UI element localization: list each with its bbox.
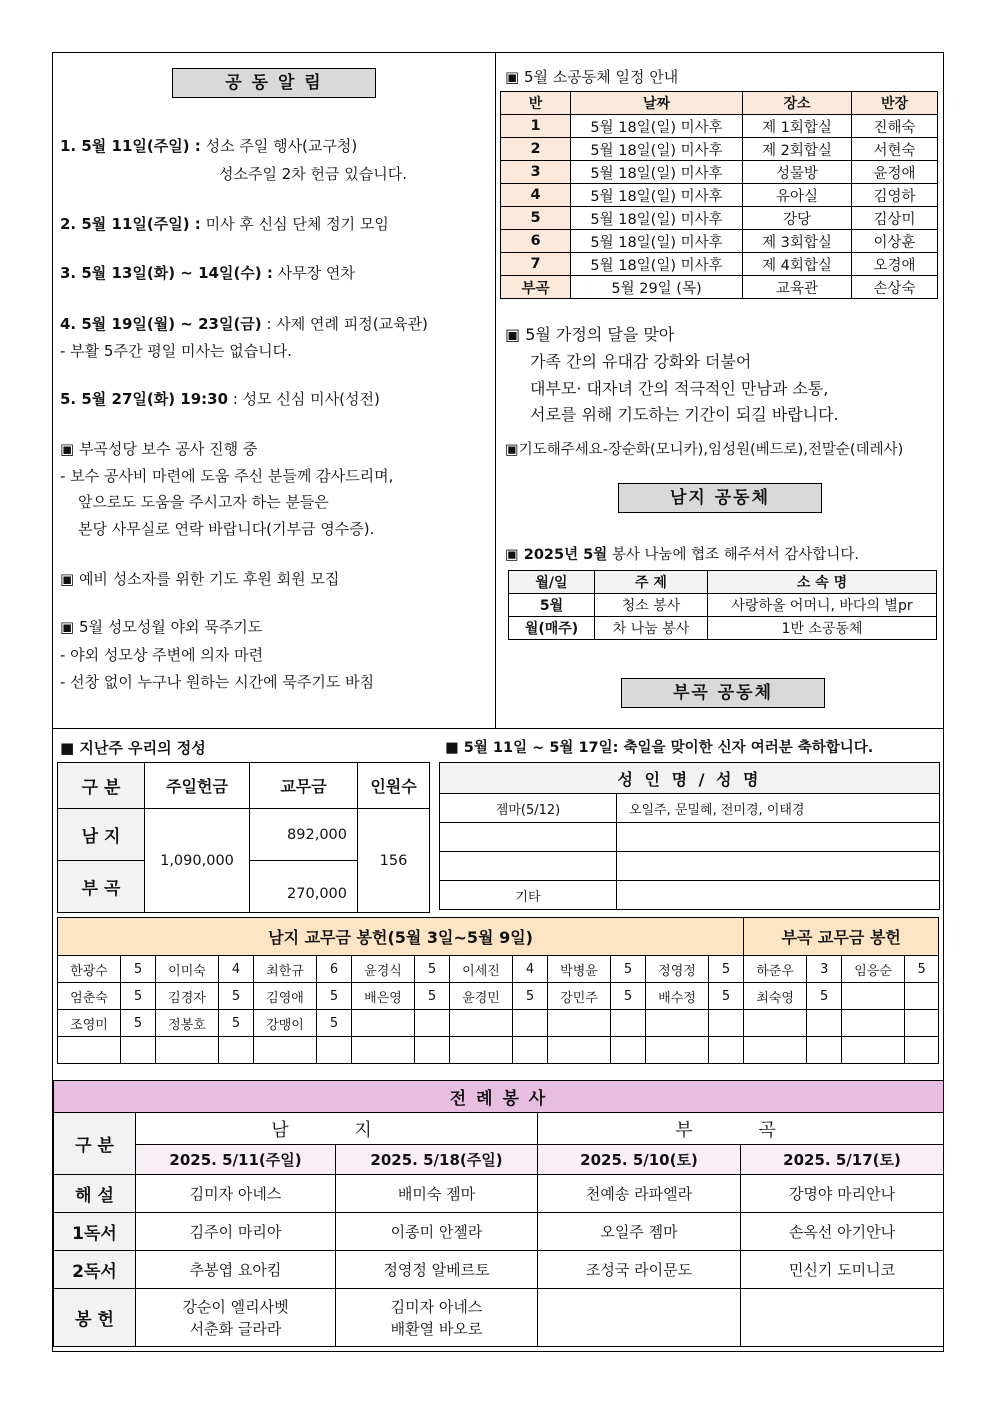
donor-name: 김영애 (254, 983, 317, 1010)
donor-name (58, 1037, 121, 1064)
donor-name: 한광수 (58, 956, 121, 983)
table-row: 5 5월 18일(일) 미사후 강당 김상미 (501, 207, 938, 230)
liturgy-table (53, 1080, 944, 1347)
col-header: 교무금 (250, 763, 358, 809)
donation-row (58, 956, 939, 983)
dues-value: 892,000 (250, 809, 358, 861)
table-row: 4 5월 18일(일) 미사후 유아실 김영하 (501, 184, 938, 207)
date-header: 2025. 5/11(주일) (136, 1145, 336, 1175)
donor-amount: 5 (219, 983, 254, 1010)
donor-amount (121, 1037, 156, 1064)
liturgy-banner: 전 례 봉 사 (54, 1081, 944, 1113)
table-row: 5월 청소 봉사 사랑하올 어머니, 바다의 별pr (509, 594, 937, 617)
donor-amount: 5 (121, 1010, 156, 1037)
donor-name: 임응순 (842, 956, 905, 983)
donor-amount (807, 1010, 842, 1037)
notice-4-cont: - 부활 5주간 평일 미사는 없습니다. (60, 342, 292, 360)
table-row (440, 852, 940, 881)
col-header: 장소 (743, 92, 852, 115)
donation-row (58, 983, 939, 1010)
donor-name: 박병윤 (548, 956, 611, 983)
table-row: 3 5월 18일(일) 미사후 성물방 윤정애 (501, 161, 938, 184)
donor-name: 이세진 (450, 956, 513, 983)
donation-row (58, 1010, 939, 1037)
rosary-line: - 선창 없이 누구나 원하는 시간에 묵주기도 바침 (60, 673, 375, 691)
donor-amount: 5 (317, 983, 352, 1010)
donor-amount: 5 (317, 1010, 352, 1037)
donor-name (646, 1010, 709, 1037)
donor-name: 윤경식 (352, 956, 415, 983)
donor-amount: 3 (807, 956, 842, 983)
col-header: 월/일 (509, 571, 595, 594)
namji-title: 남지 공동체 (618, 483, 822, 513)
rosary-title: ▣ 5월 성모성월 야외 묵주기도 (60, 618, 263, 636)
donor-name: 김경자 (156, 983, 219, 1010)
schedule-title: ▣ 5월 소공동체 일정 안내 (505, 68, 679, 86)
col-header: 반 (501, 92, 571, 115)
donor-name: 배수정 (646, 983, 709, 1010)
donor-name (842, 1010, 905, 1037)
donor-amount (317, 1037, 352, 1064)
table-row: 젬마(5/12) 오일주, 문밀혜, 전미경, 이태경 (440, 794, 940, 823)
table-row: 봉 헌 강순이 엘리사벳 서춘화 글라라 김미자 아네스 배환열 바오로 (54, 1289, 944, 1347)
service-table (508, 570, 937, 640)
col-header: 주일헌금 (145, 763, 250, 809)
table-row: 2독서 추봉엽 요아킴 정영정 알베르토 조성국 라이문도 민신기 도미니코 (54, 1251, 944, 1289)
family-title: ▣ 5월 가정의 달을 맞아 (505, 325, 675, 344)
donor-name (156, 1037, 219, 1064)
donor-amount (807, 1037, 842, 1064)
donor-name (352, 1010, 415, 1037)
notice-1-cont: 성소주일 2차 헌금 있습니다. (219, 165, 408, 183)
donor-name (450, 1010, 513, 1037)
donor-name (646, 1037, 709, 1064)
row-header: 부 곡 (58, 861, 145, 913)
notices-title: 공 동 알 림 (172, 68, 376, 98)
bugok-donation-header: 부곡 교무금 봉헌 (744, 918, 939, 956)
donor-name: 배은영 (352, 983, 415, 1010)
donor-amount: 5 (415, 956, 450, 983)
donor-name: 이미숙 (156, 956, 219, 983)
donor-amount (513, 1037, 548, 1064)
table-row: 해 설 김미자 아네스 배미숙 젬마 천예송 라파엘라 강명야 마리안나 (54, 1175, 944, 1213)
donor-amount (709, 1037, 744, 1064)
feast-title: ■ 5월 11일 ~ 5월 17일: 축일을 맞이한 신자 여러분 축하합니다. (445, 740, 874, 756)
donor-amount (611, 1037, 646, 1064)
donor-amount (709, 1010, 744, 1037)
donor-amount (905, 1010, 939, 1037)
donor-amount (905, 983, 939, 1010)
table-row: 부곡 5월 29일 (목) 교육관 손상숙 (501, 276, 938, 299)
prayer-member-notice: ▣ 예비 성소자를 위한 기도 후원 회원 모집 (60, 570, 340, 588)
date-header: 2025. 5/18(주일) (336, 1145, 538, 1175)
family-line: 가족 간의 유대감 강화와 더불어 (530, 352, 752, 371)
notice-5: 5. 5월 27일(화) 19:30 : 성모 신심 미사(성전) (60, 390, 380, 408)
bugok-title: 부곡 공동체 (621, 678, 825, 708)
offering-table (57, 762, 430, 913)
donor-name (352, 1037, 415, 1064)
donor-amount: 5 (121, 956, 156, 983)
group-bugok: 부 곡 (538, 1113, 944, 1145)
donor-amount: 4 (513, 956, 548, 983)
donor-amount: 5 (709, 956, 744, 983)
donor-amount (219, 1037, 254, 1064)
rosary-line: - 야외 성모상 주변에 의자 마련 (60, 646, 264, 664)
donation-table (57, 917, 939, 1064)
table-row: 1독서 김주이 마리아 이종미 안젤라 오일주 젬마 손옥선 아기안나 (54, 1213, 944, 1251)
donor-name: 강민주 (548, 983, 611, 1010)
column-divider (495, 52, 496, 729)
col-header: 소 속 명 (708, 571, 937, 594)
family-line: 대부모· 대자녀 간의 적극적인 만남과 소통, (530, 379, 829, 398)
notice-2: 2. 5월 11일(주일) : 미사 후 신심 단체 정기 모임 (60, 215, 389, 233)
family-line: 서로를 위해 기도하는 기간이 되길 바랍니다. (530, 405, 839, 424)
col-header: 인원수 (358, 763, 430, 809)
notice-3: 3. 5월 13일(화) ~ 14일(수) : 사무장 연차 (60, 264, 355, 282)
section-divider (52, 728, 944, 729)
donation-row (58, 1037, 939, 1064)
group-namji: 남 지 (136, 1113, 538, 1145)
attendance-count: 156 (358, 809, 430, 913)
donor-name (548, 1037, 611, 1064)
table-row: 6 5월 18일(일) 미사후 제 3회합실 이상훈 (501, 230, 938, 253)
donor-name (548, 1010, 611, 1037)
sunday-offering: 1,090,000 (145, 809, 250, 913)
donor-name (842, 1037, 905, 1064)
donor-amount: 5 (807, 983, 842, 1010)
donor-amount: 4 (219, 956, 254, 983)
schedule-table (500, 91, 938, 299)
feast-table (439, 762, 940, 910)
col-header: 주 제 (595, 571, 708, 594)
repair-line: - 보수 공사비 마련에 도움 주신 분들께 감사드리며, (60, 467, 394, 485)
donor-name: 강맹이 (254, 1010, 317, 1037)
donor-amount (415, 1010, 450, 1037)
repair-title: ▣ 부곡성당 보수 공사 진행 중 (60, 440, 258, 458)
col-header: 반장 (852, 92, 938, 115)
donor-amount: 5 (415, 983, 450, 1010)
col-header: 구 분 (58, 763, 145, 809)
liturgy-label: 구 분 (54, 1113, 136, 1175)
donor-amount (905, 1037, 939, 1064)
donor-name: 하준우 (744, 956, 807, 983)
date-header: 2025. 5/17(토) (741, 1145, 944, 1175)
donor-name (744, 1037, 807, 1064)
donor-name (842, 983, 905, 1010)
table-row: 1 5월 18일(일) 미사후 제 1회합실 진해숙 (501, 115, 938, 138)
table-row: 7 5월 18일(일) 미사후 제 4회합실 오경애 (501, 253, 938, 276)
feast-header: 성 인 명 / 성 명 (440, 763, 940, 794)
donor-amount: 5 (611, 956, 646, 983)
donor-amount: 5 (121, 983, 156, 1010)
donor-name (744, 1010, 807, 1037)
notice-1: 1. 5월 11일(주일) : 성소 주일 행사(교구청) (60, 137, 358, 155)
namji-thanks: ▣ 2025년 5월 봉사 나눔에 협조 해주셔서 감사합니다. (505, 547, 860, 563)
date-header: 2025. 5/10(토) (538, 1145, 741, 1175)
dues-value: 270,000 (250, 861, 358, 913)
donor-amount: 5 (709, 983, 744, 1010)
donor-amount: 5 (905, 956, 939, 983)
donor-amount (611, 1010, 646, 1037)
table-row: 2 5월 18일(일) 미사후 제 2회합실 서현숙 (501, 138, 938, 161)
donor-amount: 6 (317, 956, 352, 983)
donor-name: 엄춘숙 (58, 983, 121, 1010)
donor-name: 정영정 (646, 956, 709, 983)
repair-line: 앞으로도 도움을 주시고자 하는 분들은 (78, 493, 329, 511)
prayer-request: ▣기도해주세요-장순화(모니카),임성원(베드로),전말순(데레사) (505, 442, 904, 458)
donor-name: 정봉호 (156, 1010, 219, 1037)
donor-name (254, 1037, 317, 1064)
donor-amount: 5 (611, 983, 646, 1010)
row-header: 남 지 (58, 809, 145, 861)
namji-donation-header: 남지 교무금 봉헌(5월 3일~5월 9일) (58, 918, 744, 956)
col-header: 날짜 (571, 92, 743, 115)
notice-4: 4. 5월 19일(월) ~ 23일(금) : 사제 연례 피정(교육관) (60, 315, 428, 333)
donor-amount (513, 1010, 548, 1037)
donor-name: 조영미 (58, 1010, 121, 1037)
donor-name (450, 1037, 513, 1064)
donor-amount (415, 1037, 450, 1064)
donor-amount: 5 (513, 983, 548, 1010)
donor-name: 윤경민 (450, 983, 513, 1010)
table-row: 기타 (440, 881, 940, 910)
offering-title: ■ 지난주 우리의 정성 (60, 739, 206, 757)
donor-name: 최한규 (254, 956, 317, 983)
table-row: 월(매주) 차 나눔 봉사 1반 소공동체 (509, 617, 937, 640)
donor-name: 최숙영 (744, 983, 807, 1010)
donor-amount: 5 (219, 1010, 254, 1037)
table-row (440, 823, 940, 852)
repair-line: 본당 사무실로 연락 바랍니다(기부금 영수증). (78, 520, 375, 538)
